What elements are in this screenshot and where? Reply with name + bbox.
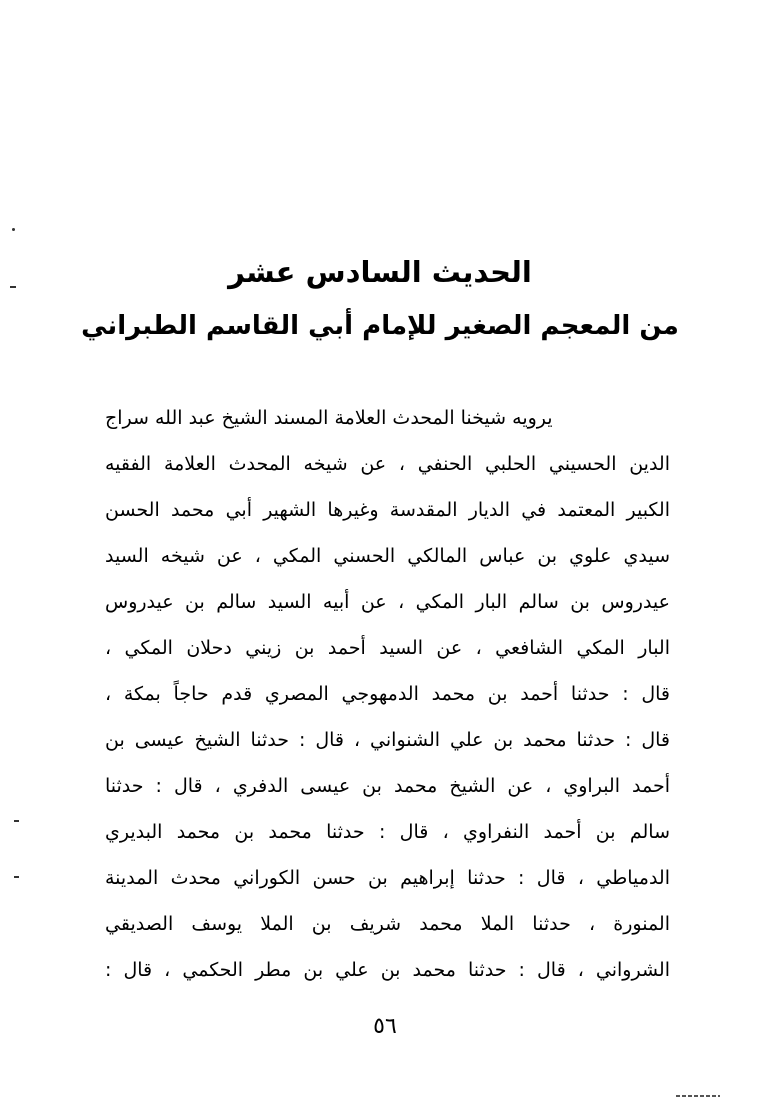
body-text-line: الكبير المعتمد في الديار المقدسة وغيرها الشهير أبي محمد الحسن: [105, 499, 670, 521]
body-text-line: البار المكي الشافعي ، عن السيد أحمد بن زيني دحلان المكي ،: [105, 637, 670, 659]
scan-mark: [10, 286, 16, 288]
body-text-line: أحمد البراوي ، عن الشيخ محمد بن عيسى الدفري ، قال : حدثنا: [105, 775, 670, 797]
body-text-line: الشرواني ، قال : حدثنا محمد بن علي بن مطر الحكمي ، قال :: [105, 959, 670, 981]
scan-mark: [12, 228, 15, 231]
scan-mark: [14, 876, 19, 878]
hadith-source-subtitle: من المعجم الصغير للإمام أبي القاسم الطبراني: [81, 311, 679, 341]
page-number: ٥٦: [373, 1014, 397, 1039]
body-text-line: يرويه شيخنا المحدث العلامة المسند الشيخ عبد الله سراج: [105, 407, 553, 429]
body-text-line: عيدروس بن سالم البار المكي ، عن أبيه السيد سالم بن عيدروس: [105, 591, 670, 613]
body-text-line: قال : حدثنا أحمد بن محمد الدمهوجي المصري قدم حاجاً بمكة ،: [105, 683, 670, 705]
body-text-line: الدين الحسيني الحلبي الحنفي ، عن شيخه المحدث العلامة الفقيه: [105, 453, 670, 475]
body-text-line: الدمياطي ، قال : حدثنا إبراهيم بن حسن الكوراني محدث المدينة: [105, 867, 670, 889]
scan-mark: [14, 820, 19, 822]
body-text-line: قال : حدثنا محمد بن علي الشنواني ، قال : حدثنا الشيخ عيسى بن: [105, 729, 670, 751]
body-text-line: سيدي علوي بن عباس المالكي الحسني المكي ، عن شيخه السيد: [105, 545, 670, 567]
scan-edge-mark: [676, 1095, 720, 1097]
body-text-line: سالم بن أحمد النفراوي ، قال : حدثنا محمد بن محمد البديري: [105, 821, 670, 843]
hadith-title: الحديث السادس عشر: [228, 255, 532, 289]
body-text-line: المنورة ، حدثنا الملا محمد شريف بن الملا يوسف الصديقي: [105, 913, 670, 935]
